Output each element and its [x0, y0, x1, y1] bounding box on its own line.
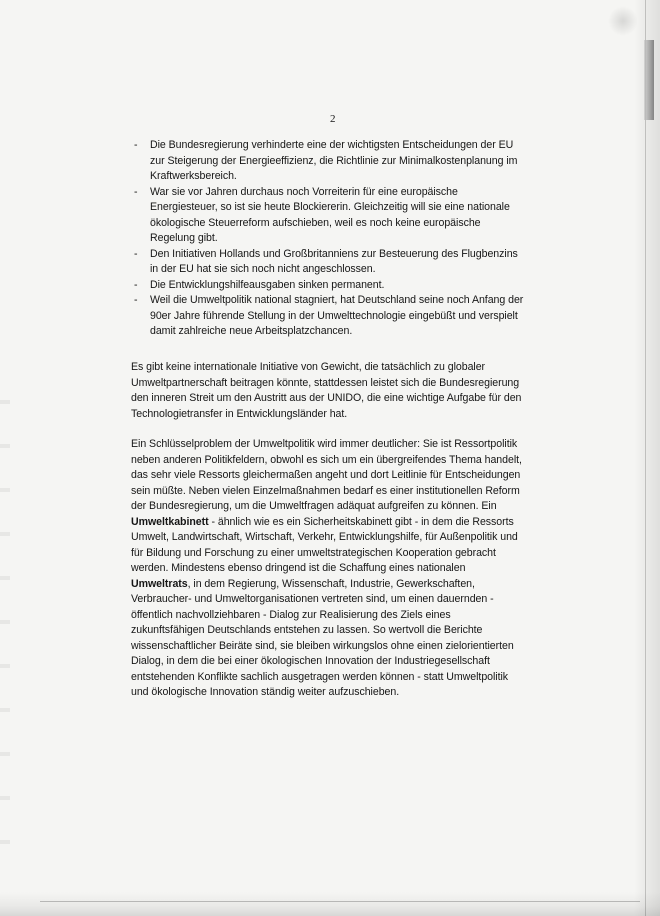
bullet-item	[131, 247, 551, 278]
text-fragment: - ähnlich wie es ein Sicherheitskabinett gibt - in dem die Ressorts	[208, 515, 514, 528]
text-line: das sehr viele Ressorts gleichermaßen angeht und dort Leitlinie für Entscheidungen	[131, 469, 521, 481]
scan-edge-bottom-line	[40, 901, 640, 902]
scan-edge-shadow	[644, 40, 654, 120]
text-line: entstehenden Konflikte sachlich ausgetragen werden können - statt Umweltpolitik	[131, 670, 509, 683]
text-line: Energiesteuer, so ist sie heute Blockiererin. Gleichzeitig will sie eine nationale	[150, 201, 510, 213]
bullet-item	[131, 278, 551, 294]
text-line	[131, 515, 571, 531]
text-line: Den Initiativen Hollands und Großbritanniens zur Besteuerung des Flugbenzins	[150, 247, 518, 260]
page-number: 2	[330, 113, 336, 125]
text-line: 90er Jahre führende Stellung in der Umwelttechnologie eingebüßt und verspielt	[150, 309, 518, 322]
text-line: der Bundesregierung, um die Umweltfragen adäquat aufgreifen zu können. Ein	[131, 500, 497, 512]
scan-edge-left	[0, 360, 10, 860]
text-line: Umwelt, Landwirtschaft, Wirtschaft, Verkehr, Entwicklungshilfe, für Außenpolitik und	[131, 531, 518, 543]
scan-edge-line	[645, 0, 646, 916]
text-line: und ökologische Innovation ständig weiter aufzuschieben.	[131, 686, 400, 698]
text-line: wissenschaftlicher Beiräte sind, sie bleiben wirkungslos ohne einen zielorientierten	[131, 639, 514, 652]
scan-smudge	[608, 6, 638, 36]
text-line: Die Bundesregierung verhinderte eine der wichtigsten Entscheidungen der EU	[150, 139, 514, 151]
bullet-marker: -	[134, 185, 138, 198]
text-line: Verbraucher- und Umweltorganisationen vertreten sind, um einen dauernden -	[131, 593, 494, 605]
scan-edge-bottom	[0, 892, 660, 916]
term-umweltrats: Umweltrats	[131, 577, 188, 590]
bullet-list	[131, 138, 551, 340]
text-line: Ein Schlüsselproblem der Umweltpolitik wird immer deutlicher: Sie ist Ressortpolitik	[131, 438, 518, 450]
text-line: in der EU hat sie sich noch nicht angeschlossen.	[150, 263, 376, 275]
text-line: Technologietransfer in Entwicklungsländer hat.	[131, 407, 348, 420]
text-line: zukunftsfähigen Deutschlands entstehen zu lassen. So wertvoll die Berichte	[131, 624, 483, 636]
text-line: zur Steigerung der Energieeffizienz, die Richtlinie zur Minimalkostenplanung im	[150, 154, 518, 167]
bullet-item	[131, 293, 551, 340]
text-line: den inneren Streit um den Austritt aus der UNIDO, die eine wichtige Aufgabe für den	[131, 392, 522, 404]
text-line: für Bildung und Forschung zu einer umweltstrategischen Kooperation gebracht	[131, 546, 496, 559]
text-line	[131, 577, 571, 593]
scan-edge-right	[634, 0, 660, 916]
text-line: Kraftwerksbereich.	[150, 170, 237, 182]
text-line: ökologische Steuerreform aufschieben, weil es noch keine europäische	[150, 216, 481, 229]
bullet-marker: -	[134, 294, 138, 306]
text-line: damit zahlreiche neue Arbeitsplatzchancen.	[150, 325, 353, 337]
text-line: Die Entwicklungshilfeausgaben sinken permanent.	[150, 278, 385, 291]
bullet-item	[131, 185, 551, 247]
term-umweltkabinett: Umweltkabinett	[131, 515, 209, 528]
text-line: öffentlich nachvollziehbaren - Dialog zur Realisierung des Ziels eines	[131, 608, 451, 621]
bullet-marker: -	[134, 139, 138, 151]
bullet-marker: -	[134, 278, 138, 291]
paragraph-umweltkabinett	[131, 437, 571, 701]
text-line: Es gibt keine internationale Initiative von Gewicht, die tatsächlich zu globaler	[131, 361, 486, 373]
text-line: War sie vor Jahren durchaus noch Vorreiterin für eine europäische	[150, 185, 458, 198]
bullet-marker: -	[134, 247, 138, 260]
text-line: sein müßte. Neben vielen Einzelmaßnahmen bedarf es einer institutionellen Reform	[131, 484, 520, 497]
bullet-item	[131, 138, 551, 185]
text-line: Weil die Umweltpolitik national stagniert, hat Deutschland seine noch Anfang der	[150, 294, 524, 306]
text-fragment: , in dem Regierung, Wissenschaft, Industrie, Gewerkschaften,	[187, 577, 475, 590]
text-line: Umweltpartnerschaft beitragen könnte, stattdessen leistet sich die Bundesregierung	[131, 376, 520, 389]
text-line: werden. Mindestens ebenso dringend ist die Schaffung eines nationalen	[131, 562, 466, 574]
text-line: Dialog, in dem die bei einer ökologischen Innovation der Industriegesellschaft	[131, 655, 490, 667]
text-line: Regelung gibt.	[150, 232, 218, 244]
text-line: neben anderen Politikfeldern, obwohl es sich um ein übergreifendes Thema handelt,	[131, 453, 522, 466]
paragraph-unido	[131, 360, 571, 422]
